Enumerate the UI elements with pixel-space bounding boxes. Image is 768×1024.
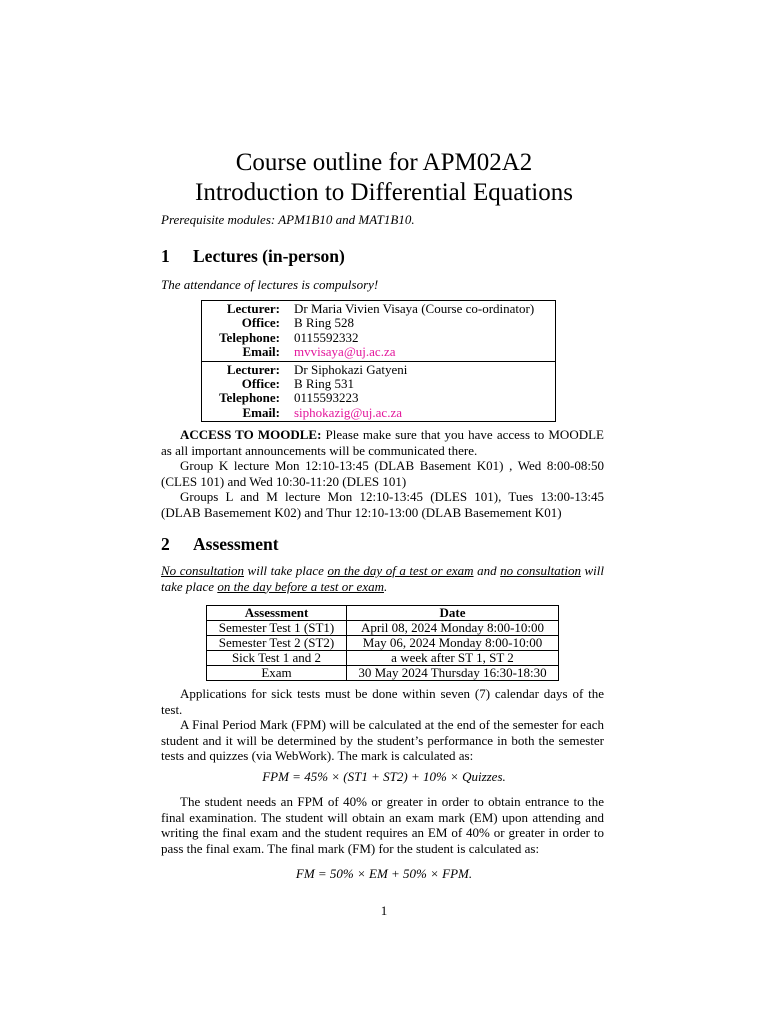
assessment-paragraphs bbox=[161, 686, 604, 764]
page-number: 1 bbox=[380, 903, 388, 918]
lecturer-table bbox=[201, 300, 556, 422]
moodle-access-paragraph bbox=[161, 427, 604, 458]
table-cell: 30 May 2024 Thursday 16:30-18:30 bbox=[347, 666, 559, 681]
consultation-text: will take place bbox=[161, 563, 604, 594]
telephone-label: Telephone: bbox=[219, 329, 280, 345]
prerequisite-note: Prerequisite modules: APM1B10 and MAT1B10. bbox=[161, 212, 415, 227]
group-k-schedule: Group K lecture Mon 12:10-13:45 (DLAB Basement K01) , Wed 8:00-08:50 (CLES 101) and Wed 10:30-11:20 (DLES 101) bbox=[161, 458, 604, 489]
fm-formula: FM = 50% × EM + 50% × FPM. bbox=[295, 866, 473, 881]
lecturer-label: Lecturer: bbox=[226, 361, 280, 377]
moodle-access-label: ACCESS TO MOODLE: bbox=[180, 427, 322, 442]
course-subtitle: Introduction to Differential Equations bbox=[195, 179, 573, 206]
lecturer-telephone: 0115592332 bbox=[294, 329, 359, 345]
lecturer-name: Dr Siphokazi Gatyeni bbox=[294, 361, 408, 377]
email-label: Email: bbox=[242, 344, 280, 360]
table-cell: a week after ST 1, ST 2 bbox=[347, 651, 559, 666]
assessment-table bbox=[206, 605, 559, 681]
table-header-row bbox=[207, 606, 559, 621]
consultation-text: No consultation bbox=[161, 563, 244, 578]
consultation-text: on the day before a test or exam bbox=[217, 578, 384, 594]
fpm-formula: FPM = 45% × (ST1 + ST2) + 10% × Quizzes. bbox=[262, 769, 506, 784]
fpm-paragraph: A Final Period Mark (FPM) will be calculated at the end of the semester for each student and it will be determined by the student’s performance in both the semester tests and quizzes (via WebWork). The mark is calculated as: bbox=[161, 717, 604, 763]
table-cell: April 08, 2024 Monday 8:00-10:00 bbox=[347, 621, 559, 636]
table-cell: May 06, 2024 Monday 8:00-10:00 bbox=[347, 636, 559, 651]
lecturer-group bbox=[202, 361, 555, 422]
email-label: Email: bbox=[242, 404, 280, 420]
section-number: 1 bbox=[161, 246, 170, 266]
lecturer-office: B Ring 528 bbox=[294, 315, 354, 331]
group-lm-schedule: Groups L and M lecture Mon 12:10-13:45 (DLES 101), Tues 13:00-13:45 (DLAB Basemement K02) and Thur 12:10-13:00 (DLAB Basemement K01) bbox=[161, 489, 604, 520]
lecturer-office: B Ring 531 bbox=[294, 376, 354, 392]
lecturer-telephone: 0115593223 bbox=[294, 390, 359, 406]
table-cell: Exam bbox=[207, 666, 347, 681]
telephone-label: Telephone: bbox=[219, 390, 280, 406]
attendance-note: The attendance of lectures is compulsory! bbox=[161, 277, 379, 292]
consultation-text: . bbox=[383, 578, 388, 594]
table-row bbox=[207, 651, 559, 666]
table-header: Date bbox=[347, 606, 559, 621]
consultation-text: will take place bbox=[244, 563, 328, 578]
section-title: Assessment bbox=[193, 534, 279, 554]
entrance-paragraph-block bbox=[161, 794, 604, 856]
consultation-text: on the day of a test or exam bbox=[327, 563, 474, 578]
section-heading-lectures bbox=[161, 246, 345, 267]
table-cell: Semester Test 2 (ST2) bbox=[207, 636, 347, 651]
table-row bbox=[207, 621, 559, 636]
consultation-text: no consultation bbox=[500, 563, 581, 578]
consultation-text: and bbox=[473, 563, 501, 578]
table-row bbox=[207, 636, 559, 651]
moodle-access-text: Please make sure that you have access to MOODLE as all important announcements will be communicated there. bbox=[161, 427, 604, 458]
course-title: Course outline for APM02A2 bbox=[235, 149, 533, 176]
table-cell: Semester Test 1 (ST1) bbox=[207, 621, 347, 636]
section-title: Lectures (in-person) bbox=[193, 246, 345, 266]
office-label: Office: bbox=[241, 376, 280, 392]
section-heading-assessment bbox=[161, 534, 279, 555]
moodle-access-section bbox=[161, 427, 604, 520]
lecturer-email-link[interactable]: mvvisaya@uj.ac.za bbox=[294, 344, 396, 360]
table-row bbox=[207, 666, 559, 681]
lecturer-name: Dr Maria Vivien Visaya (Course co-ordinator) bbox=[294, 301, 535, 316]
table-header: Assessment bbox=[207, 606, 347, 621]
lecturer-email-link[interactable]: siphokazig@uj.ac.za bbox=[294, 404, 402, 420]
sick-test-paragraph: Applications for sick tests must be done within seven (7) calendar days of the test. bbox=[161, 686, 604, 717]
table-cell: Sick Test 1 and 2 bbox=[207, 651, 347, 666]
section-number: 2 bbox=[161, 534, 170, 554]
office-label: Office: bbox=[241, 315, 280, 331]
consultation-note bbox=[161, 563, 604, 594]
lecturer-group bbox=[202, 301, 555, 361]
entrance-paragraph: The student needs an FPM of 40% or greater in order to obtain entrance to the final examination. The student will obtain an exam mark (EM) upon attending and writing the final exam and the student requires an EM of 40% or greater in order to pass the final exam. The final mark (FM) for the student is calculated as: bbox=[161, 794, 604, 856]
lecturer-label: Lecturer: bbox=[226, 301, 280, 316]
